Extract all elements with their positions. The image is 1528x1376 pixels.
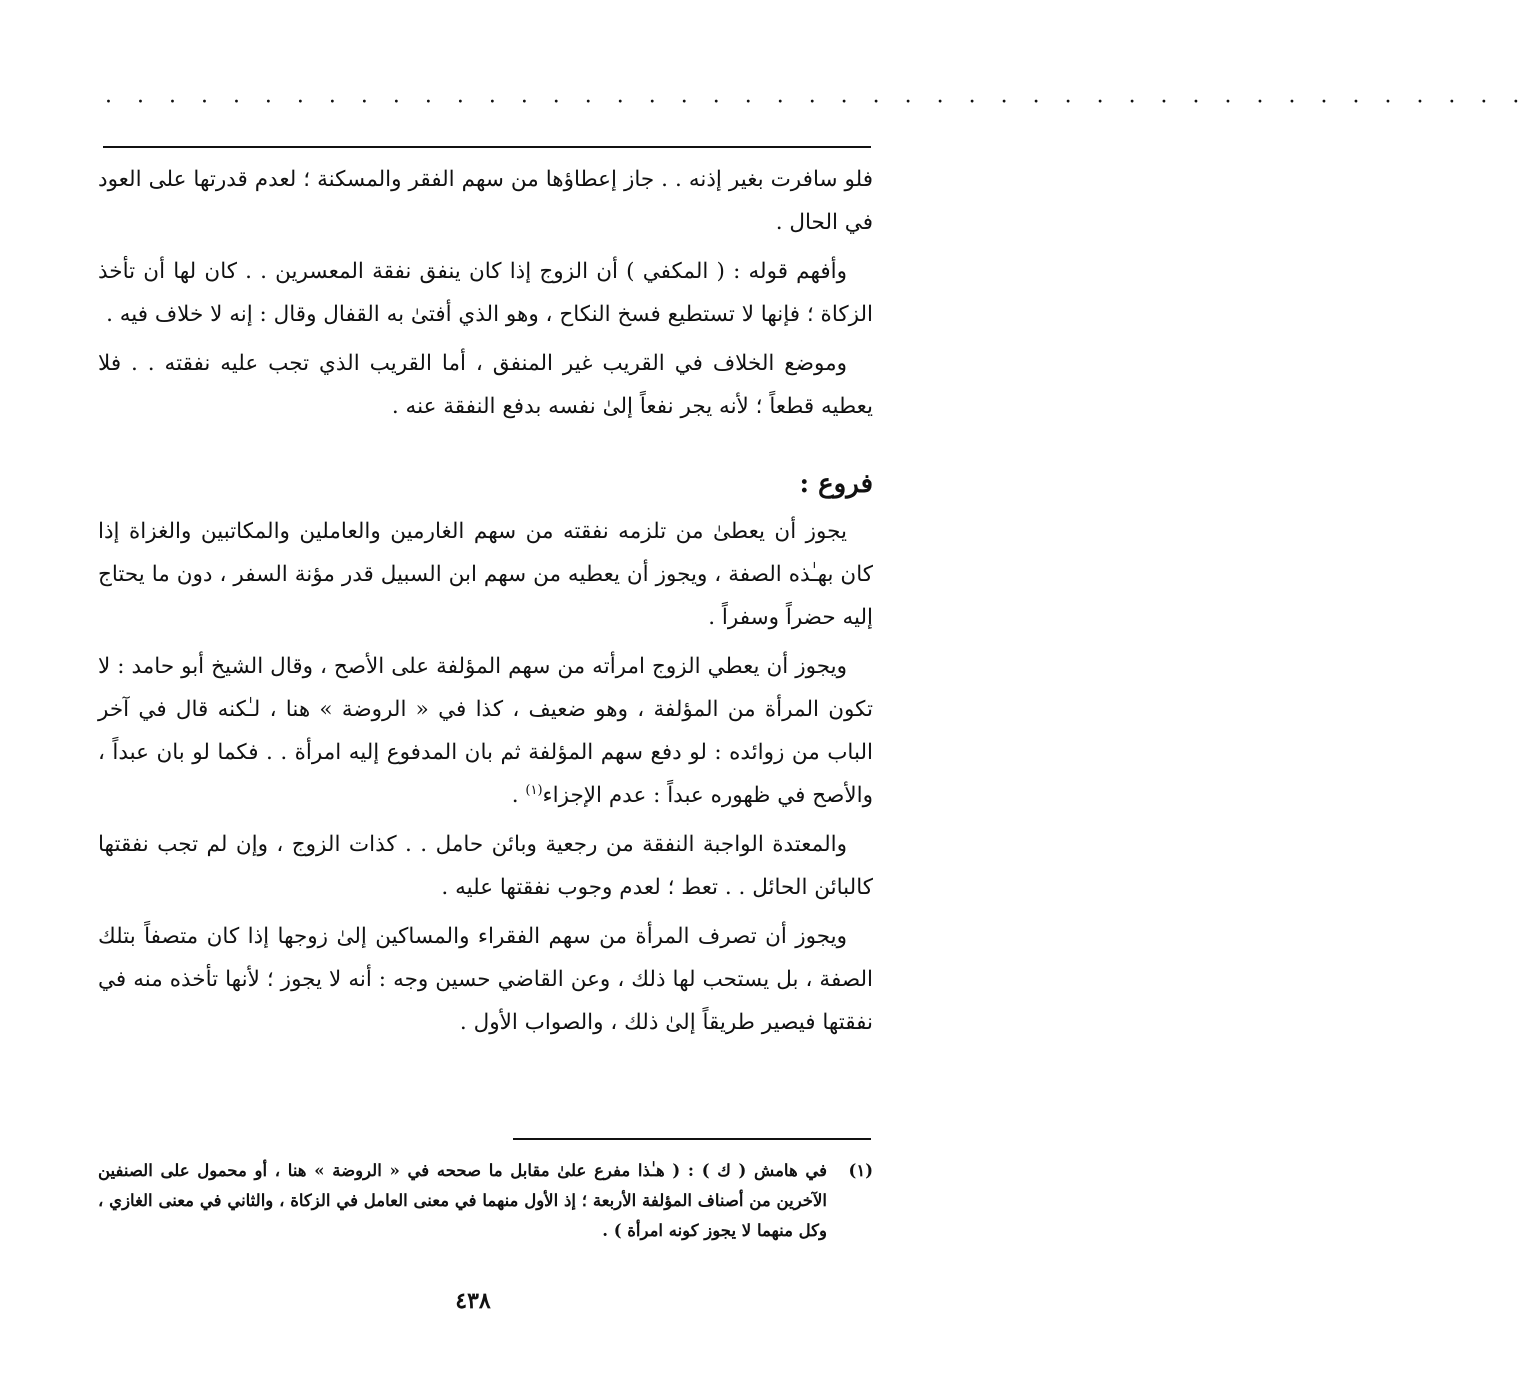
footnote-reference: (١) bbox=[525, 782, 543, 798]
paragraph-3: وموضع الخلاف في القريب غير المنفق ، أما القريب الذي تجب عليه نفقته . . فلا يعطيه قطعاً ؛ لأنه يجر نفعاً إلىٰ نفسه بدفع النفقة عنه . bbox=[98, 351, 873, 419]
paragraph-4: يجوز أن يعطىٰ من تلزمه نفقته من سهم الغارمين والعاملين والمكاتبين والغزاة إذا كان بهـٰذه الصفة ، ويجوز أن يعطيه من سهم ابن السبيل قدر مؤنة السفر ، دون ما يحتاج إليه حضراً وسفراً . bbox=[98, 519, 873, 630]
header-dots: · · · · · · · · · · · · · · · · · · · · · · · · · · · · · · · · · · · · · · · · · · · · · bbox=[105, 90, 1528, 115]
paragraph-2: وأفهم قوله : ( المكفي ) أن الزوج إذا كان ينفق نفقة المعسرين . . كان لها أن تأخذ الزكاة ؛ فإنها لا تستطيع فسخ النكاح ، وهو الذي أفتىٰ به القفال وقال : إنه لا خلاف فيه . bbox=[98, 259, 873, 327]
footnote-number: (١) bbox=[848, 1161, 873, 1180]
main-text bbox=[98, 158, 873, 1050]
paragraph-7: ويجوز أن تصرف المرأة من سهم الفقراء والمساكين إلىٰ زوجها إذا كان متصفاً بتلك الصفة ، بل يستحب لها ذلك ، وعن القاضي حسين وجه : أنه لا يجوز ؛ لأنها تأخذه منه في نفقتها فيصير طريقاً إلىٰ ذلك ، والصواب الأول . bbox=[98, 924, 873, 1035]
footnote bbox=[98, 1156, 873, 1246]
page-number: ٤٣٨ bbox=[455, 1288, 491, 1314]
footnote-rule bbox=[513, 1138, 871, 1140]
footnote-text: في هامش ( ك ) : ( هـٰذا مفرع علىٰ مقابل ما صححه في « الروضة » هنا ، أو محمول على الصنفين الآخرين من أصناف المؤلفة الأربعة ؛ إذ الأول منهما في معنى العامل في الزكاة ، والثاني في معنى الغازي ، وكل منهما لا يجوز كونه امرأة ) . bbox=[98, 1161, 827, 1240]
header-rule bbox=[103, 146, 871, 148]
section-heading: فروع : bbox=[799, 469, 873, 499]
paragraph-6: والمعتدة الواجبة النفقة من رجعية وبائن حامل . . كذات الزوج ، وإن لم تجب نفقتها كالبائن الحائل . . تعط ؛ لعدم وجوب نفقتها عليه . bbox=[98, 832, 873, 900]
paragraph-1: فلو سافرت بغير إذنه . . جاز إعطاؤها من سهم الفقر والمسكنة ؛ لعدم قدرتها على العود في الحال . bbox=[98, 167, 873, 235]
paragraph-5-end: . bbox=[511, 783, 526, 808]
paragraph-5-text: ويجوز أن يعطي الزوج امرأته من سهم المؤلفة على الأصح ، وقال الشيخ أبو حامد : لا تكون المرأة من المؤلفة ، وهو ضعيف ، كذا في « الروضة » هنا ، لـٰكنه قال في آخر الباب من زوائده : لو دفع سهم المؤلفة ثم بان المدفوع إليه امرأة . . فكما لو بان عبداً ، والأصح في ظهوره عبداً : عدم الإجزاء bbox=[98, 654, 873, 808]
paragraph-5 bbox=[98, 645, 873, 817]
